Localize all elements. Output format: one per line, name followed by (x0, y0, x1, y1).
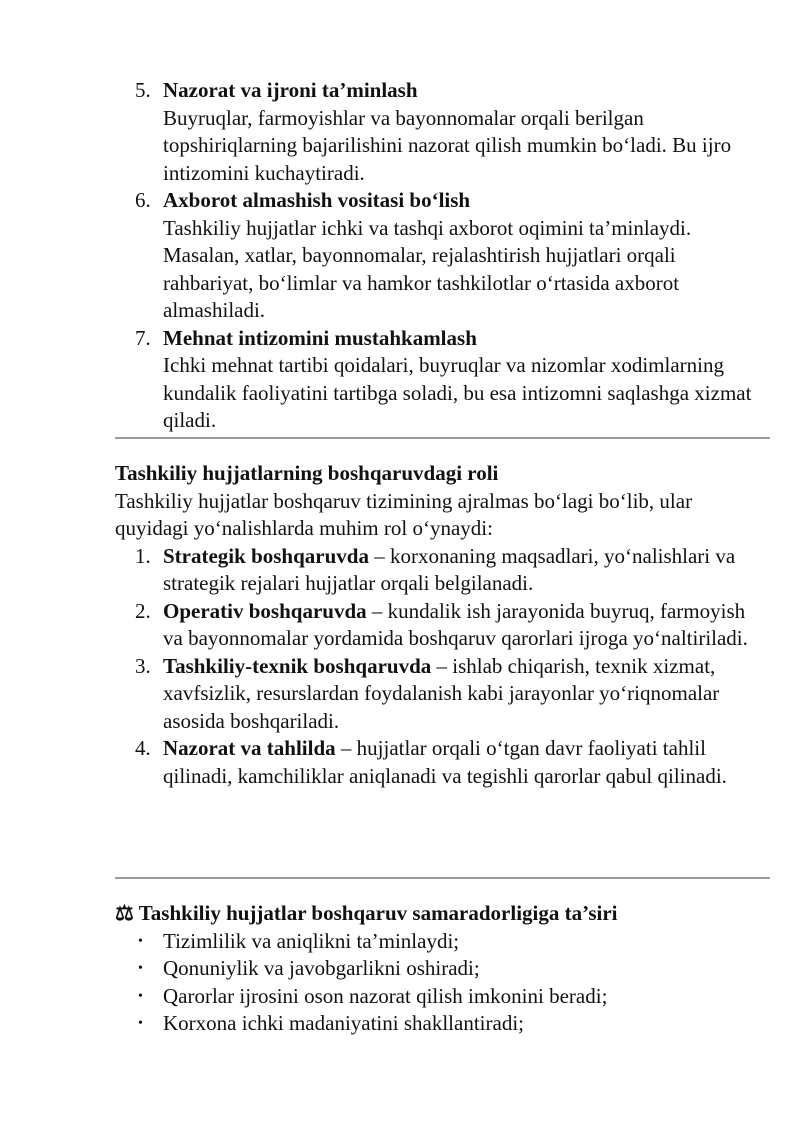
item-title: Nazorat va ijroni ta’minlash (163, 78, 418, 102)
item-number: 6. (135, 188, 151, 212)
section-heading (115, 460, 755, 488)
item-text: Qarorlar ijrosini oson nazorat qilish imkonini beradi; (163, 983, 608, 1008)
list-item (115, 187, 755, 325)
list-item (115, 543, 755, 598)
bullet-icon: • (138, 1016, 143, 1031)
item-number: 1. (135, 543, 151, 568)
item-text: Korxona ichki madaniyatini shakllantiradi; (163, 1011, 524, 1035)
section-roles (115, 460, 755, 790)
list-item (115, 325, 755, 435)
item-body: – korxonaning maqsadlari, yo‘nalishlari va strategik rejalari hujjatlar orqali belgilanadi. (163, 543, 736, 595)
section-intro: Tashkiliy hujjatlar boshqaruv tizimining ajralmas bo‘lagi bo‘lib, ular quyidagi yo‘nalishlarda muhim rol o‘ynaydi: (115, 488, 693, 540)
item-title: Nazorat va tahlilda (163, 736, 336, 760)
list-item (115, 598, 755, 653)
section-heading (115, 900, 755, 928)
balance-scale-icon: ⚖ (115, 901, 134, 925)
section-effects (115, 900, 755, 1038)
bullet-icon: • (138, 933, 143, 949)
item-title: Operativ boshqaruvda (163, 598, 367, 623)
bullet-icon: • (138, 988, 143, 1004)
item-text: Tizimlilik va aniqlikni ta’minlaydi; (163, 928, 460, 953)
list-item (115, 983, 755, 1011)
divider (115, 877, 770, 879)
list-item (115, 928, 755, 956)
item-body: – kundalik ish jarayonida buyruq, farmoyish va bayonnomalar yordamida boshqaruv qarorlari ijroga yo‘naltiriladi. (163, 598, 748, 650)
item-body: Tashkiliy hujjatlar ichki va tashqi axborot oqimini ta’minlaydi. Masalan, xatlar, bayonnomalar, rejalashtirish hujjatlari orqali rahbariyat, bo‘limlar va hamkor tashkilotlar o‘rtasida axborot almashiladi. (163, 215, 692, 322)
item-body: Buyruqlar, farmoyishlar va bayonnomalar orqali berilgan topshiriqlarning bajarilishini nazorat qilish mumkin bo‘ladi. Bu ijro intizomini kuchaytiradi. (163, 105, 732, 185)
item-number: 4. (135, 736, 151, 760)
item-number: 3. (135, 653, 151, 678)
bullet-icon: • (138, 961, 143, 976)
item-number: 2. (135, 598, 151, 623)
item-body: – ishlab chiqarish, texnik xizmat, xavfsizlik, resurslardan foydalanish kabi jarayonlar yo‘riqnomalar asosida boshqariladi. (163, 653, 720, 733)
heading-text: Tashkiliy hujjatlar boshqaruv samaradorligiga ta’siri (138, 901, 618, 925)
list-item (115, 955, 755, 983)
item-body: – hujjatlar orqali o‘tgan davr faoliyati tahlil qilinadi, kamchiliklar aniqlanadi va tegishli qarorlar qabul qilinadi. (163, 736, 727, 788)
heading-text: Tashkiliy hujjatlarning boshqaruvdagi roli (115, 461, 499, 485)
function-list (115, 77, 755, 435)
roles-list (115, 543, 755, 791)
item-number: 7. (135, 325, 151, 350)
item-text: Qonuniylik va javobgarlikni oshiradi; (163, 956, 480, 980)
list-item (115, 653, 755, 736)
item-body: Ichki mehnat tartibi qoidalari, buyruqlar va nizomlar xodimlarning kundalik faoliyatini tartibga soladi, bu esa intizomni saqlashga xizmat qiladi. (163, 353, 752, 432)
item-title: Tashkiliy-texnik boshqaruvda (163, 653, 432, 678)
item-number: 5. (135, 78, 151, 102)
list-item (115, 77, 755, 187)
item-title: Axborot almashish vositasi bo‘lish (163, 188, 471, 212)
list-item (115, 735, 755, 790)
list-item (115, 1010, 755, 1038)
item-title: Strategik boshqaruvda (163, 543, 369, 568)
effects-list (115, 928, 755, 1038)
item-title: Mehnat intizomini mustahkamlash (163, 325, 477, 350)
divider (115, 437, 770, 439)
